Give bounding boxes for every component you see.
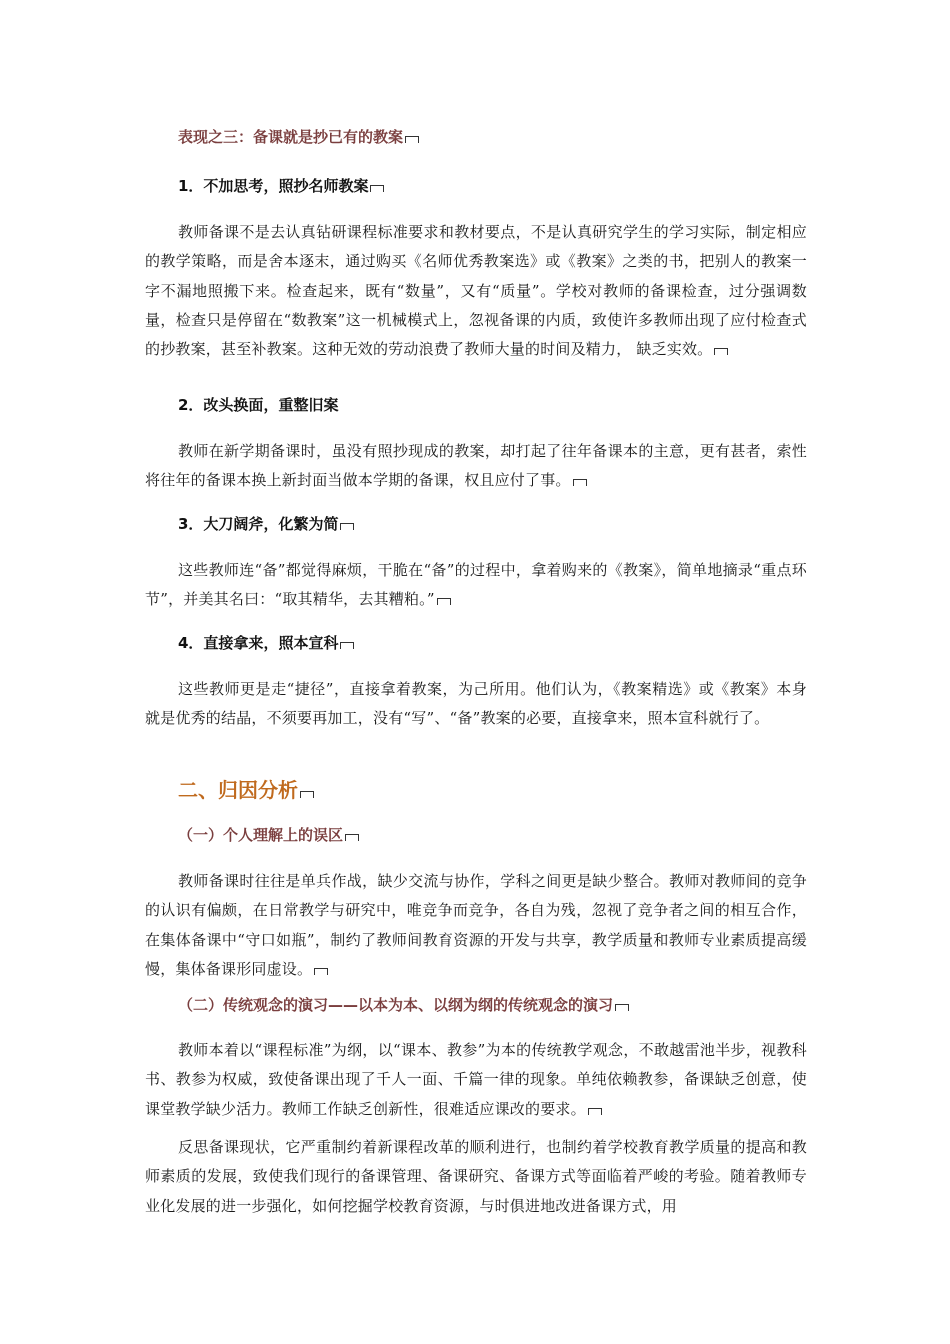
paragraph-mark-icon (437, 598, 451, 605)
paragraph-4: 这些教师更是走“捷径”，直接拿着教案，为己所用。他们认为，《教案精选》或《教案》本身就是优秀的结晶，不须要再加工，没有“写”、“备”教案的必要，直接拿来，照本宣科就行了。 (145, 680, 807, 728)
paragraph-5: 教师备课时往往是单兵作战，缺少交流与协作，学科之间更是缺少整合。教师对教师间的竞争的认识有偏颇，在日常教学与研究中，唯竞争而竞争，各自为残，忽视了竞争者之间的相互合作，在集体备课中“守口如瓶”，制约了教师间教育资源的开发与共享，教学质量和教师专业素质提高缓慢，集体备课形同虚设。 (145, 872, 807, 978)
paragraph-mark-icon (340, 642, 354, 649)
paragraph-mark-icon (314, 968, 328, 975)
subsection-heading-1: （一）个人理解上的误区 (145, 824, 840, 845)
paragraph-mark-icon (573, 479, 587, 486)
paragraph-mark-icon (345, 834, 359, 841)
paragraph-mark-icon (714, 348, 728, 355)
section-heading-attribution-analysis: 二、归因分析 (145, 774, 840, 803)
section-heading-expression-3: 表现之三：备课就是抄已有的教案 (145, 126, 840, 147)
paragraph-mark-icon (340, 523, 354, 530)
paragraph-7: 反思备课现状，它严重制约着新课程改革的顺利进行，也制约着学校教育教学质量的提高和教师素质的发展，致使我们现行的备课管理、备课研究、备课方式等面临着严峻的考验。随着教师专业化发展的进一步强化，如何挖掘学校教育资源，与时俱进地改进备课方式，用 (145, 1138, 807, 1215)
paragraph-3: 这些教师连“备”都觉得麻烦，干脆在“备”的过程中，拿着购来的《教案》，简单地摘录“重点环节”，并美其名曰：“取其精华，去其糟粕。” (145, 561, 807, 609)
paragraph-mark-icon (588, 1108, 602, 1115)
paragraph-2: 教师在新学期备课时，虽没有照抄现成的教案，却打起了往年备课本的主意，更有甚者，索性将往年的备课本换上新封面当做本学期的备课，权且应付了事。 (145, 442, 807, 490)
paragraph-1: 教师备课不是去认真钻研课程标准要求和教材要点，不是认真研究学生的学习实际，制定相应的教学策略，而是舍本逐末，通过购买《名师优秀教案选》或《教案》之类的书，把别人的教案一字不漏地照搬下来。检查起来，既有“数量”，又有“质量”。学校对教师的备课检查，过分强调数量，检查只是停留在“数教案”这一机械模式上，忽视备课的内质，致使许多教师出现了应付检查式的抄教案，甚至补教案。这种无效的劳动浪费了教师大量的时间及精力， 缺乏实效。 (145, 223, 807, 359)
subheading-2: 2．改头换面，重整旧案 (178, 396, 339, 414)
paragraph-mark-icon (370, 185, 384, 192)
subheading-1: 1．不加思考，照抄名师教案 (145, 175, 840, 196)
paragraph-6: 教师本着以“课程标准”为纲，以“课本、教参”为本的传统教学观念，不敢越雷池半步，视教科书、教参为权威，致使备课出现了千人一面、千篇一律的现象。单纯依赖教参，备课缺乏创意，使课堂教学缺少活力。教师工作缺乏创新性，很难适应课改的要求。 (145, 1041, 807, 1118)
paragraph-mark-icon (300, 791, 314, 798)
subheading-3: 3．大刀阔斧，化繁为简 (145, 513, 840, 534)
subsection-heading-2: （二）传统观念的演习——以本为本、以纲为纲的传统观念的演习 (145, 994, 840, 1015)
subheading-4: 4．直接拿来，照本宣科 (145, 632, 840, 653)
paragraph-mark-icon (615, 1004, 629, 1011)
paragraph-mark-icon (405, 136, 419, 143)
